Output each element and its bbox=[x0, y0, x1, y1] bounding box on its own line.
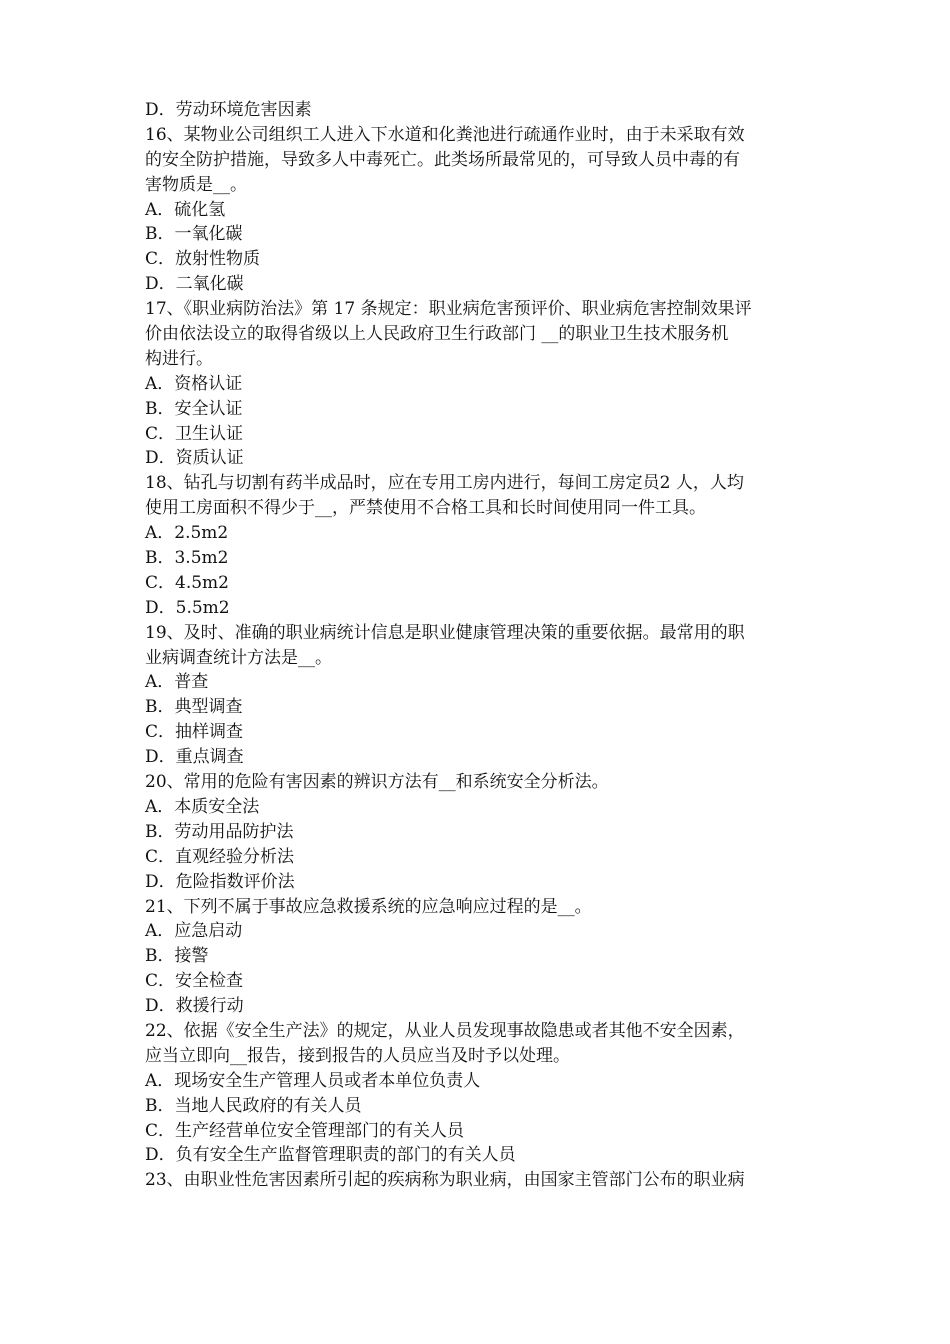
question-text-line: 21、下列不属于事故应急救援系统的应急响应过程的是__。 bbox=[145, 896, 592, 917]
question-text-line: 18、钻孔与切割有药半成品时，应在专用工房内进行，每间工房定员2 人，人均 bbox=[145, 473, 744, 494]
question-text-line: 的安全防护措施，导致多人中毒死亡。此类场所最常见的，可导致人员中毒的有 bbox=[145, 149, 740, 170]
answer-option: A．普查 bbox=[145, 672, 209, 693]
answer-option: B．当地人民政府的有关人员 bbox=[145, 1095, 362, 1116]
answer-option: D．负有安全生产监督管理职责的部门的有关人员 bbox=[145, 1145, 516, 1166]
answer-option: A．资格认证 bbox=[145, 373, 243, 394]
answer-option: C．安全检查 bbox=[145, 971, 244, 992]
answer-option: C．卫生认证 bbox=[145, 423, 244, 444]
answer-option: C．4.5m2 bbox=[145, 572, 229, 593]
answer-option: A．本质安全法 bbox=[145, 796, 260, 817]
answer-option: B．劳动用品防护法 bbox=[145, 821, 294, 842]
answer-option: D．重点调查 bbox=[145, 747, 244, 768]
answer-option: C．抽样调查 bbox=[145, 722, 244, 743]
question-text-line: 构进行。 bbox=[145, 348, 213, 369]
question-text-line: 19、及时、准确的职业病统计信息是职业健康管理决策的重要依据。最常用的职 bbox=[145, 622, 745, 643]
answer-option: D．劳动环境危害因素 bbox=[145, 100, 312, 120]
answer-option: D．5.5m2 bbox=[145, 597, 230, 618]
answer-option: B．典型调查 bbox=[145, 697, 243, 718]
answer-option: C．放射性物质 bbox=[145, 249, 261, 270]
question-text-line: 使用工房面积不得少于__，严禁使用不合格工具和长时间使用同一件工具。 bbox=[145, 498, 706, 519]
answer-option: A．现场安全生产管理人员或者本单位负责人 bbox=[145, 1070, 481, 1091]
answer-option: D．二氧化碳 bbox=[145, 274, 244, 295]
answer-option: D．资质认证 bbox=[145, 448, 244, 469]
answer-option: A．2.5m2 bbox=[145, 523, 229, 544]
question-text-line: 应当立即向__报告，接到报告的人员应当及时予以处理。 bbox=[145, 1045, 570, 1066]
answer-option: D．救援行动 bbox=[145, 996, 244, 1017]
question-text-line: 17、《职业病防治法》第 17 条规定：职业病危害预评价、职业病危害控制效果评 bbox=[145, 299, 752, 320]
document-body bbox=[145, 98, 815, 1193]
answer-option: C．直观经验分析法 bbox=[145, 846, 295, 867]
question-text-line: 23、由职业性危害因素所引起的疾病称为职业病，由国家主管部门公布的职业病 bbox=[145, 1170, 745, 1191]
question-text-line: 20、常用的危险有害因素的辨识方法有__和系统安全分析法。 bbox=[145, 772, 609, 793]
question-text-line: 价由依法设立的取得省级以上人民政府卫生行政部门 __的职业卫生技术服务机 bbox=[145, 324, 729, 345]
answer-option: B．3.5m2 bbox=[145, 548, 229, 569]
answer-option: B．安全认证 bbox=[145, 398, 243, 419]
question-text-line: 22、依据《安全生产法》的规定，从业人员发现事故隐患或者其他不安全因素， bbox=[145, 1020, 745, 1041]
answer-option: B．一氧化碳 bbox=[145, 224, 243, 245]
question-text-line: 害物质是__。 bbox=[145, 174, 247, 195]
question-text-line: 业病调查统计方法是__。 bbox=[145, 647, 332, 668]
answer-option: C．生产经营单位安全管理部门的有关人员 bbox=[145, 1120, 465, 1141]
answer-option: D．危险指数评价法 bbox=[145, 871, 295, 892]
answer-option: B．接警 bbox=[145, 946, 209, 967]
answer-option: A．硫化氢 bbox=[145, 199, 226, 220]
question-text-line: 16、某物业公司组织工人进入下水道和化粪池进行疏通作业时，由于未采取有效 bbox=[145, 124, 745, 145]
answer-option: A．应急启动 bbox=[145, 921, 243, 942]
